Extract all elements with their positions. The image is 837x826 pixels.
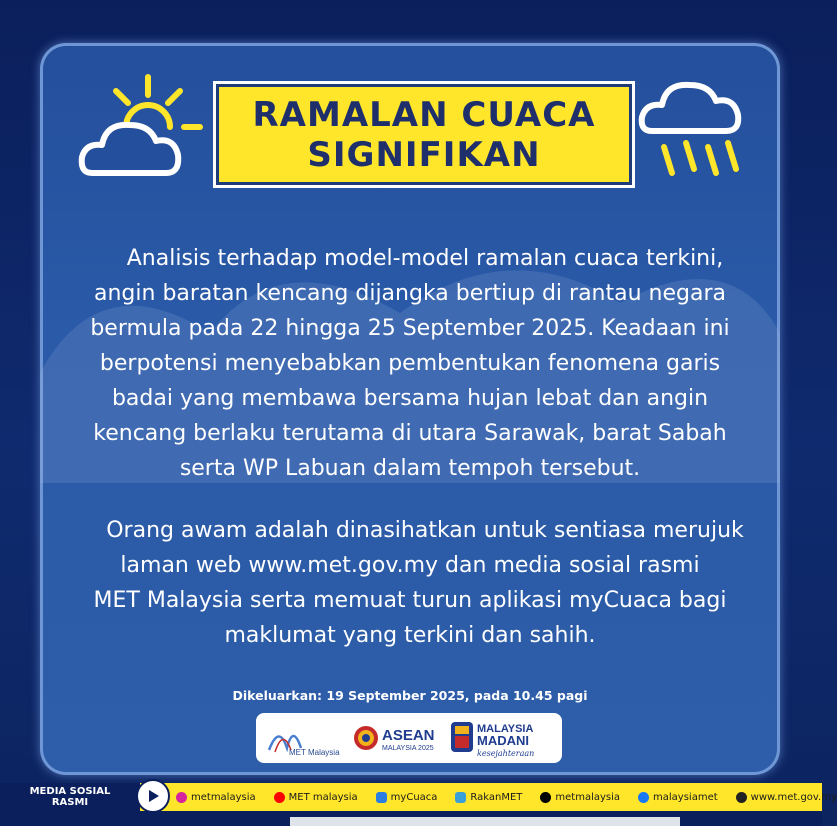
social-link-facebook[interactable] xyxy=(638,792,718,803)
youtube-icon xyxy=(274,792,285,803)
social-link-text: malaysiamet xyxy=(653,791,718,803)
title-banner xyxy=(216,84,632,185)
sun-cloud-icon xyxy=(78,71,208,186)
paragraph-line: kencang berlaku terutama di utara Sarawak, barat Sabah xyxy=(93,421,727,446)
x-icon xyxy=(540,792,551,803)
forecast-paragraph xyxy=(70,241,750,486)
social-links xyxy=(176,783,837,811)
main-card xyxy=(40,43,780,775)
issued-date: Dikeluarkan: 19 September 2025, pada 10.45 pagi xyxy=(232,688,588,703)
social-link-text: metmalaysia xyxy=(191,791,256,803)
footer-label-line-2: RASMI xyxy=(51,797,89,808)
mycuaca-icon xyxy=(376,792,387,803)
svg-text:ASEAN: ASEAN xyxy=(381,727,435,744)
paragraph-line: laman web www.met.gov.my dan media sosial rasmi xyxy=(120,553,700,578)
rain-cloud-icon xyxy=(638,73,748,183)
paragraph-line: berpotensi menyebabkan pembentukan fenomena garis xyxy=(99,351,721,376)
social-link-website[interactable] xyxy=(736,792,837,803)
social-link-x[interactable] xyxy=(540,792,620,803)
social-link-rakanmet[interactable] xyxy=(455,792,522,803)
social-link-text: www.met.gov.my xyxy=(750,791,837,803)
title-line-2: SIGNIFIKAN xyxy=(307,134,541,175)
social-link-text: metmalaysia xyxy=(555,791,621,803)
paragraph-line: bermula pada 22 hingga 25 September 2025. Keadaan ini xyxy=(90,316,730,341)
paragraph-line: serta WP Labuan dalam tempoh tersebut. xyxy=(179,456,641,481)
paragraph-line: maklumat yang terkini dan sahih. xyxy=(224,623,596,648)
social-link-text: myCuaca xyxy=(390,791,438,803)
paragraph-line: Analisis terhadap model-model ramalan cuaca terkini, xyxy=(126,246,724,271)
asean-malaysia-2025-logo xyxy=(352,718,442,758)
paragraph-line: Orang awam adalah dinasihatkan untuk sentiasa merujuk xyxy=(106,518,744,543)
footer-label-line-1: MEDIA SOSIAL xyxy=(29,786,111,797)
met-malaysia-logo xyxy=(265,718,345,758)
bottom-strip xyxy=(0,811,822,826)
title-line-1: RAMALAN CUACA xyxy=(252,94,596,135)
footer-label xyxy=(0,783,140,811)
svg-text:MALAYSIA: MALAYSIA xyxy=(476,723,534,735)
paragraph-line: angin baratan kencang dijangka bertiup di rantau negara xyxy=(94,281,726,306)
social-footer xyxy=(0,783,837,811)
social-link-youtube[interactable] xyxy=(274,792,358,803)
social-link-mycuaca[interactable] xyxy=(376,792,438,803)
rakanmet-icon xyxy=(455,792,466,803)
logo-strip xyxy=(256,713,562,763)
cropped-caption-area xyxy=(290,817,680,826)
paragraph-line: MET Malaysia serta memuat turun aplikasi myCuaca bagi xyxy=(93,588,727,613)
social-link-text: MET malaysia xyxy=(288,791,358,803)
svg-text:MALAYSIA 2025: MALAYSIA 2025 xyxy=(381,745,434,752)
advice-paragraph xyxy=(70,513,750,653)
play-icon[interactable] xyxy=(136,779,170,813)
paragraph-line: badai yang membawa bersama hujan lebat dan angin xyxy=(111,386,709,411)
svg-text:kesejahteraan: kesejahteraan xyxy=(476,749,534,758)
malaysia-madani-logo xyxy=(449,716,553,760)
instagram-icon xyxy=(176,792,187,803)
svg-text:MADANI: MADANI xyxy=(476,733,529,748)
social-link-instagram[interactable] xyxy=(176,792,256,803)
svg-text:MET Malaysia: MET Malaysia xyxy=(289,748,340,757)
web-icon xyxy=(736,792,747,803)
facebook-icon xyxy=(638,792,649,803)
social-link-text: RakanMET xyxy=(470,791,523,803)
